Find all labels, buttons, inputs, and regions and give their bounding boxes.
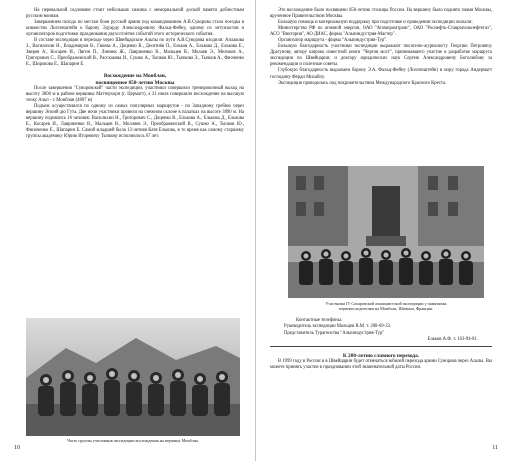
left-paragraph-5: Подъем осуществлялся по одному из самых популярных маршрутов - по Западному гребню через вершину Эгюий дю Гута. Две ночи участники провели на снежном склоне в палатках на высоте 3890 м. На вершину поднялись 16 человек: Василихин Н., Григорович С., Доценко В., Елькова А., Елькова Д., Елькова Е., Косарев И., Лавриненко В., Мальцев В., Молляев Э., Преображенский В., Сушко А., Тычков Ю., Финоченко Е., Шапарин Е. Самой младшей была 12-летняя Катя Елькова, в то время как самому старшему группы академику Юрию Игоревичу Тычкову исполнилось 67 лет.: [26, 104, 244, 140]
anniversary-heading: К 200-летию славного перехода.: [342, 353, 420, 359]
right-photo-caption: Участники IV Сахаровской альпинистской экспедиции у памятника первовосходителям на Монблан, Шамони, Франция.: [325, 301, 447, 311]
contact-leader: Руководитель экспедиции Мальцев В.М. т. 208-69-33.: [284, 324, 392, 330]
right-paragraph-6: Глубокую благодарность выражаем барону Э.А. Фальц-Фейну (Лихтенштейн) и мэру города Андерматт господину Ферди Михайлу.: [270, 68, 492, 80]
right-paragraph-5: Большую благодарность участники экспедиции выражают писателю-журналисту Георгию Петровичу Драгунову, автору широко известной книги "Чертов мост", принимавшего участие в разработке маршрута экспедиции по Швейцарии; и доктору юридических наук Сергею Александровичу Боголюбову за рекомендации и полезные советы.: [270, 44, 492, 68]
mont-blanc-group-photo: [26, 318, 240, 436]
right-paragraph-2: Большую помощь и материальную поддержку при подготовке и проведении экспедиции оказали:: [278, 20, 473, 26]
left-paragraph-2: Завершением похода по местам боев русской армии под командованием А.В.Суворова стала поездка в княжество Лихтенштейн к барону Эдуарду Александровичу Фальц-Фейну, одному из энтузиастов и организаторов подготовки празднования двухсотлетия событий этого исторического события.: [26, 20, 244, 38]
chamonix-monument-photo: [288, 166, 484, 298]
right-paragraph-3: Министерство РФ по атомной энергии, ОАО "Атомпромтранс", ОАО "Роснефть-Ставропольнефтегаз", АСО "Виктория", АО ДИАС, фирма "Альпиндустрия-Мастер".: [270, 26, 492, 38]
left-page-number: 10: [14, 445, 20, 451]
ascent-heading-line2: посвященное 850-летию Москвы: [95, 79, 175, 86]
left-photo-caption: Часть группы участников экспедиции восхождения на вершину Монблан.: [67, 438, 199, 443]
left-intro-text: На перевальной седловине стоит небольшая хижина с мемориальной доской памяти доблестным русским воинам.: [26, 8, 244, 20]
section-divider: [270, 346, 492, 347]
ascent-heading-line1: Восхождение на Монблан,: [103, 73, 167, 80]
contacts-title: Контактные телефоны:: [296, 318, 343, 323]
contact-agency-label: Представитель Турагенства "Альпиндустрия-Тур": [284, 330, 385, 336]
right-page: [256, 0, 512, 461]
left-paragraph-3: В составе экспедиции в переходе через Швейцарские Альпы по пути А.В.Суворова входили: Аплакова З., Василихин Н., Владимиров В., Гвоева А., Доценко В., Десятнёв П., Ельков А., Елькова Д., Елькова Е., Зверев А., Косарев И., Лягин П., Линник Ж., Лавриненко В., Мальцев В., Молаев Э., Меликов А., Григорович С., Преображенский В., Расскакова И., Сушко А., Тычков Ю., Тычкова Э., Тычков А., Фиоченко Е., Широкова Е., Шапарин Е.: [26, 38, 244, 68]
right-paragraph-4: Организатор маршрута - фирма "Альпиндустрия-Тур".: [278, 38, 388, 44]
right-paragraph-7: Экспедиция проводилась под покровительством Международного Красного Креста.: [278, 80, 447, 86]
right-page-number: 11: [492, 445, 498, 451]
contact-agency-value: Ельков А.Ф. т. 163-94-81.: [427, 336, 478, 342]
contacts-block: [284, 318, 492, 343]
right-paragraph-8: В 1999 году в России и в Швейцарии будет отмечаться юбилей перехода армии Суворова через Альпы. Вы можете принять участие в праздновании этой знаменательной даты России.: [270, 359, 492, 371]
left-paragraph-4: После завершения "Суворовской" части экспедиции, участники совершили тренировочный выход на высоту 3800 м в районе вершины Маттерхорн (г. Церматт), а 31 июля совершили восхождение на высшую точку Альп - г. Монблан (4807 м): [26, 85, 244, 103]
monument-photo-image: [288, 166, 484, 298]
group-photo-image: [26, 318, 240, 436]
right-paragraph-1: Это восхождение было посвящено 850-летию столицы России. На вершину было поднято знамя Москвы, врученное Правительством Москвы.: [270, 8, 492, 20]
